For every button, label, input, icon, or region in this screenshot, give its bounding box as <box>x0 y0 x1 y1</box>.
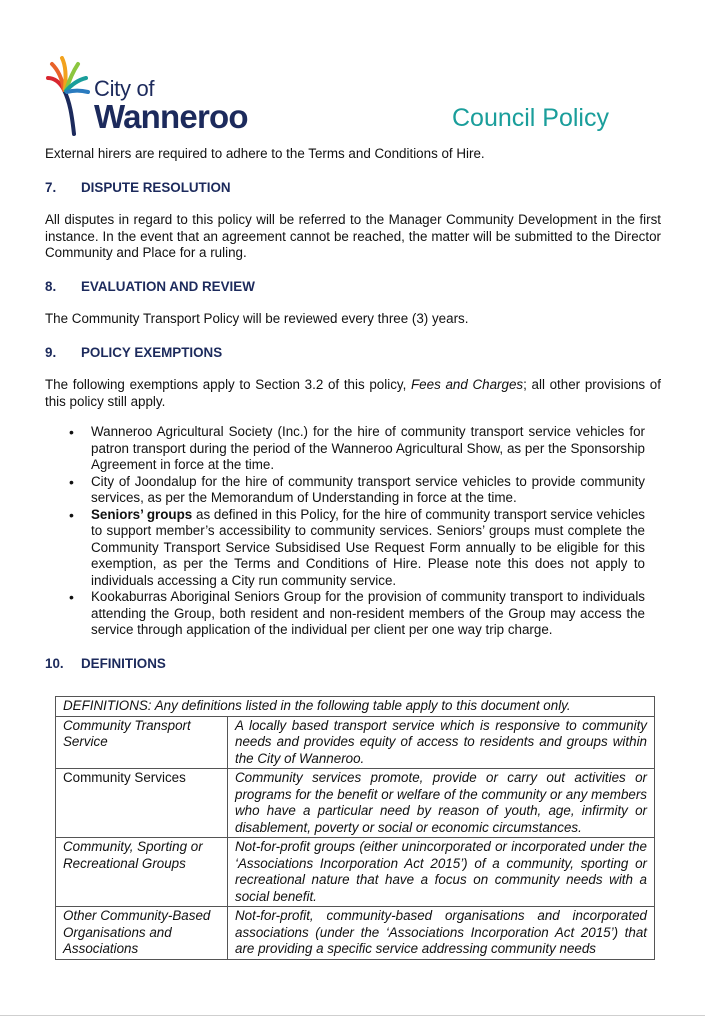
list-item: • City of Joondalup for the hire of community transport service vehicles to provide community services, as per the Memorandum of Understanding in force at the time. <box>91 474 645 507</box>
section-9-text-after: ; all other provisions of this policy still apply. <box>45 377 661 409</box>
section-title: DISPUTE RESOLUTION <box>81 179 231 195</box>
section-9-text-before: The following exemptions apply to Section 3.2 of this policy, <box>45 377 411 392</box>
table-header-cell: DEFINITIONS: Any definitions listed in the following table apply to this document only. <box>56 697 655 717</box>
table-row <box>56 769 655 838</box>
definitions-table <box>55 696 655 960</box>
section-heading-9 <box>45 345 661 362</box>
section-number: 10. <box>45 655 64 671</box>
list-item: • Wanneroo Agricultural Society (Inc.) for the hire of community transport service vehicles for patron transport during the period of the Wanneroo Agricultural Show, as per the Sponsorship Agreement in force at the time. <box>91 424 645 474</box>
definition-term: Other Community-Based Organisations and Associations <box>56 907 228 960</box>
definition-term: Community Transport Service <box>56 716 228 769</box>
list-item-text: as defined in this Policy, for the hire of community transport service vehicles to support member’s accessibility to community services. Seniors’ groups must complete the Community Transport Service Subsidised Use Request Form annually to be eligible for this exemption, as per the Terms and Conditions of Hire. Please note this does not apply to individuals accessing a City run community service. <box>91 506 645 588</box>
city-of-wanneroo-logo <box>46 56 276 138</box>
section-number: 9. <box>45 344 57 360</box>
table-row <box>56 838 655 907</box>
section-number: 7. <box>45 179 57 195</box>
document-body <box>45 146 661 688</box>
section-heading-10 <box>45 656 661 673</box>
list-item <box>91 507 645 590</box>
section-number: 8. <box>45 278 57 294</box>
section-title: POLICY EXEMPTIONS <box>81 344 223 360</box>
section-9-paragraph <box>45 377 661 410</box>
section-9-text-italic: Fees and Charges <box>411 377 524 392</box>
section-title: DEFINITIONS <box>81 655 166 671</box>
intro-paragraph: External hirers are required to adhere to the Terms and Conditions of Hire. <box>45 146 485 161</box>
section-heading-8 <box>45 279 661 296</box>
definition-text: Community services promote, provide or carry out activities or programs for the benefit or welfare of the community or any members who have a particular need by reason of youth, age, infirmity or disablement, poverty or social or economic circumstances. <box>228 769 655 838</box>
policy-type-label: Council Policy <box>451 104 609 132</box>
table-header-row <box>56 697 655 717</box>
definition-term: Community Services <box>56 769 228 838</box>
definition-text: Not-for-profit, community-based organisations and incorporated associations (under the ‘Associations Incorporation Act 2015’) that are providing a specific service addressing community needs <box>228 907 655 960</box>
definition-text: Not-for-profit groups (either unincorporated or incorporated under the ‘Associations Incorporation Act 2015’) of a community, sporting or recreational nature that have a focus on community needs with a social benefit. <box>228 838 655 907</box>
section-title: EVALUATION AND REVIEW <box>81 278 255 294</box>
definition-term: Community, Sporting or Recreational Groups <box>56 838 228 907</box>
page-bottom-divider <box>0 1015 705 1016</box>
definition-text: A locally based transport service which is responsive to community needs and provides equity of access to residents and groups within the City of Wanneroo. <box>228 716 655 769</box>
table-row <box>56 716 655 769</box>
logo-city-text: City of <box>94 76 155 101</box>
section-7-paragraph: All disputes in regard to this policy will be referred to the Manager Community Development in the first instance. In the event that an agreement cannot be reached, the matter will be submitted to the Director Community and Place for a ruling. <box>45 212 661 260</box>
list-item: • Kookaburras Aboriginal Seniors Group for the provision of community transport to individuals attending the Group, both resident and non-resident members of the Group may access the service through application of the individual per client per one way trip charge. <box>91 589 645 639</box>
section-8-paragraph: The Community Transport Policy will be reviewed every three (3) years. <box>45 311 469 326</box>
table-row <box>56 907 655 960</box>
logo-name-text: Wanneroo <box>94 98 248 135</box>
list-item-bold-term: Seniors’ groups <box>91 506 193 522</box>
exemptions-list <box>45 424 661 639</box>
section-heading-7 <box>45 180 661 197</box>
